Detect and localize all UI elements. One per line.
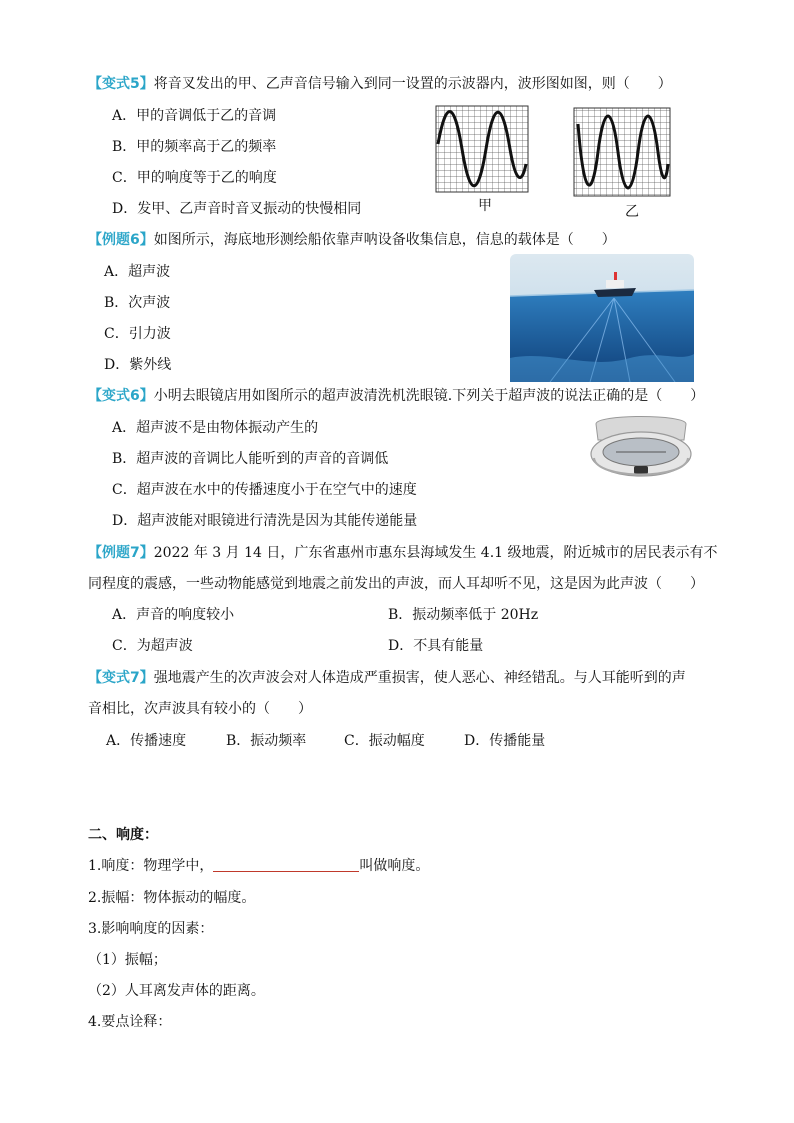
question-stem-line2: 同程度的震感，一些动物能感觉到地震之前发出的声波，而人耳却听不见，这是因为此声波（ ）	[88, 576, 704, 592]
loudness-factor-1: （1）振幅；	[88, 952, 167, 968]
key-points-heading: 4.要点诠释：	[88, 1014, 172, 1030]
fill-in-blank[interactable]	[213, 857, 359, 872]
question-stem-line2: 音相比，次声波具有较小的（ ）	[88, 701, 312, 717]
question-tag: 【变式6】	[88, 388, 154, 404]
oscilloscope-wave-jia	[432, 104, 532, 196]
question-stem: 如图所示，海底地形测绘船依靠声呐设备收集信息，信息的载体是（ ）	[153, 232, 616, 248]
option-b: B．振动频率低于 20Hz	[388, 607, 539, 623]
option-d: D．发甲、乙声音时音叉振动的快慢相同	[112, 201, 362, 217]
question-stem: 将音叉发出的甲、乙声音信号输入到同一设置的示波器内，波形图如图，则（ ）	[153, 76, 672, 92]
ultrasonic-cleaner-image	[586, 410, 696, 490]
option-c: C．甲的响度等于乙的响度	[112, 170, 277, 186]
option-b: B．次声波	[104, 295, 171, 311]
option-d: D．传播能量	[464, 733, 546, 749]
option-a: A．甲的音调低于乙的音调	[112, 108, 277, 124]
question-tag: 【例题7】	[88, 545, 154, 561]
option-a: A．传播速度	[106, 733, 187, 749]
question-stem-line1: 2022 年 3 月 14 日，广东省惠州市惠东县海域发生 4.1 级地震，附近城市的居民表示有不	[153, 545, 718, 561]
question-stem: 小明去眼镜店用如图所示的超声波清洗机洗眼镜.下列关于超声波的说法正确的是（ ）	[153, 388, 705, 404]
figure-label-yi: 乙	[625, 204, 639, 220]
question-variant5	[88, 74, 672, 94]
option-c: C．超声波在水中的传播速度小于在空气中的速度	[112, 482, 417, 498]
question-tag: 【例题6】	[88, 232, 154, 248]
question-variant6	[88, 386, 704, 406]
oscilloscope-wave-yi	[570, 104, 674, 200]
option-a: A．超声波不是由物体振动产生的	[112, 420, 319, 436]
loudness-factors-heading: 3.影响响度的因素：	[88, 921, 214, 937]
option-b: B．超声波的音调比人能听到的声音的音调低	[112, 451, 389, 467]
question-tag: 【变式7】	[88, 670, 154, 686]
question-example7	[88, 543, 718, 563]
option-b: B．振动频率	[226, 733, 307, 749]
section-heading: 二、响度：	[88, 827, 158, 843]
option-d: D．超声波能对眼镜进行清洗是因为其能传递能量	[112, 513, 418, 529]
sonar-survey-ship-image	[510, 254, 694, 382]
question-stem-line1: 强地震产生的次声波会对人体造成严重损害，使人恶心、神经错乱。与人耳能听到的声	[153, 670, 686, 686]
option-b: B．甲的频率高于乙的频率	[112, 139, 277, 155]
option-a: A．超声波	[104, 264, 171, 280]
question-variant7	[88, 668, 686, 688]
option-c: C．为超声波	[112, 638, 193, 654]
definition-amplitude: 2.振幅：物体振动的幅度。	[88, 890, 256, 906]
option-c: C．引力波	[104, 326, 171, 342]
loudness-factor-2: （2）人耳离发声体的距离。	[88, 983, 265, 999]
figure-label-jia: 甲	[478, 198, 492, 214]
option-c: C．振动幅度	[344, 733, 425, 749]
question-example6	[88, 230, 616, 250]
option-d: D．紫外线	[104, 357, 172, 373]
definition-loudness	[88, 856, 429, 876]
definition-prefix: 1.响度：物理学中，	[88, 858, 214, 874]
option-d: D．不具有能量	[388, 638, 484, 654]
question-tag: 【变式5】	[88, 76, 154, 92]
definition-suffix: 叫做响度。	[359, 858, 430, 874]
option-a: A．声音的响度较小	[112, 607, 235, 623]
